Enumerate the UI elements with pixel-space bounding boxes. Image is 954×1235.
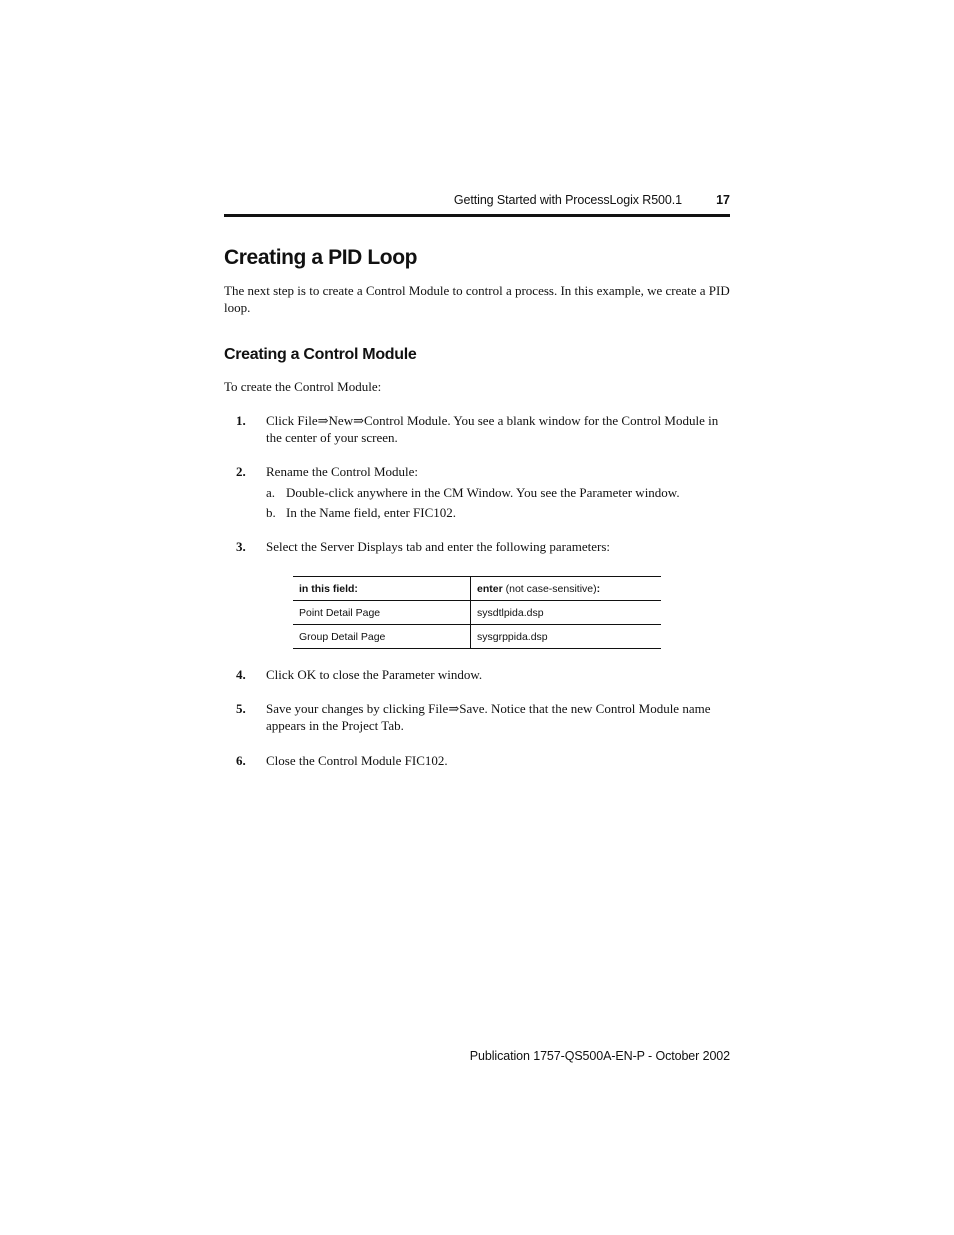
running-header-title: Getting Started with ProcessLogix R500.1: [453, 193, 682, 207]
step-text: Rename the Control Module:: [266, 464, 419, 479]
step-text: Click File⇒New⇒Control Module. You see a blank window for the Control Module in the center of your screen.: [266, 413, 719, 445]
step-text: Close the Control Module FIC102.: [266, 753, 448, 768]
section-title: Creating a PID Loop: [224, 246, 418, 269]
table-cell-value: sysdtlpida.dsp: [471, 601, 662, 625]
section-intro: The next step is to create a Control Module to control a process. In this example, we create a PID loop.: [224, 283, 730, 315]
substep-a: [224, 484, 730, 501]
step-3: [224, 538, 730, 555]
table-cell-field: Point Detail Page: [293, 601, 471, 625]
table-cell-value: sysgrppida.dsp: [471, 625, 662, 649]
step-1: [224, 412, 730, 446]
running-header: [224, 190, 730, 212]
subsection-lead: To create the Control Module:: [224, 379, 382, 394]
substep-text: In the Name field, enter FIC102.: [286, 505, 457, 520]
table-header-field: in this field:: [293, 577, 471, 601]
substep-letter: a.: [266, 485, 276, 500]
step-number: 5.: [236, 701, 246, 716]
table-cell-field: Group Detail Page: [293, 625, 471, 649]
step-number: 2.: [236, 464, 246, 479]
publication-footer: Publication 1757-QS500A-EN-P - October 2002: [469, 1049, 730, 1063]
header-rule: [224, 214, 730, 217]
step-number: 6.: [236, 753, 246, 768]
substep-letter: b.: [266, 505, 276, 520]
step-2: [224, 463, 730, 480]
step-text: Save your changes by clicking File⇒Save. Notice that the new Control Module name appears in the Project Tab.: [266, 701, 711, 733]
step-number: 3.: [236, 539, 246, 554]
substep-text: Double-click anywhere in the CM Window. You see the Parameter window.: [286, 485, 680, 500]
step-5: [224, 700, 730, 734]
table-header-enter: enter (not case-sensitive):: [471, 577, 662, 601]
subsection-title: Creating a Control Module: [224, 346, 417, 363]
page-number: 17: [716, 193, 730, 207]
step-number: 4.: [236, 667, 246, 682]
parameters-table: [293, 576, 661, 649]
step-number: 1.: [236, 413, 246, 428]
step-text: Click OK to close the Parameter window.: [266, 667, 483, 682]
table-row: [293, 625, 661, 649]
step-6: [224, 752, 730, 769]
table-row: [293, 601, 661, 625]
substep-b: [224, 504, 730, 521]
step-text: Select the Server Displays tab and enter the following parameters:: [266, 539, 611, 554]
step-4: [224, 666, 730, 683]
table-header-row: [293, 577, 661, 601]
